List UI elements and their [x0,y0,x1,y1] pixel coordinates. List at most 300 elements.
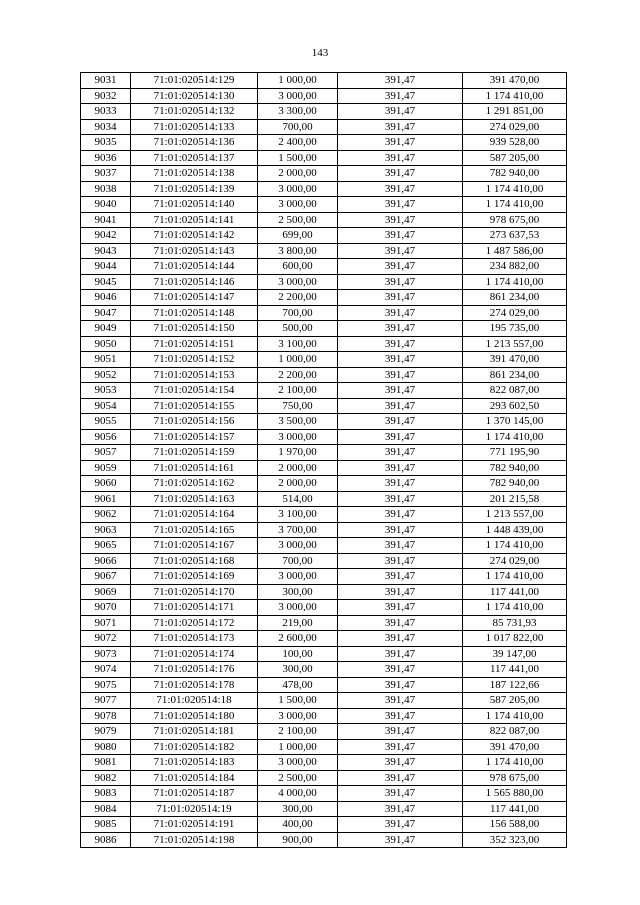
row-number-cell: 9059 [81,460,131,476]
area-cell: 3 000,00 [258,197,338,213]
area-cell: 3 700,00 [258,522,338,538]
row-number-cell: 9086 [81,832,131,848]
value-cell: 391 470,00 [463,352,567,368]
cadastral-number-cell: 71:01:020514:169 [131,569,258,585]
table-row [81,708,567,724]
rate-cell: 391,47 [338,662,463,678]
cadastral-number-cell: 71:01:020514:173 [131,631,258,647]
rate-cell: 391,47 [338,166,463,182]
cadastral-number-cell: 71:01:020514:18 [131,693,258,709]
data-table [80,72,567,848]
cadastral-number-cell: 71:01:020514:159 [131,445,258,461]
area-cell: 2 200,00 [258,290,338,306]
value-cell: 587 205,00 [463,150,567,166]
table-row [81,693,567,709]
area-cell: 300,00 [258,662,338,678]
rate-cell: 391,47 [338,429,463,445]
table-row [81,522,567,538]
table-row [81,212,567,228]
area-cell: 514,00 [258,491,338,507]
table-row [81,150,567,166]
row-number-cell: 9085 [81,817,131,833]
rate-cell: 391,47 [338,414,463,430]
value-cell: 201 215,58 [463,491,567,507]
table-row [81,305,567,321]
cadastral-number-cell: 71:01:020514:155 [131,398,258,414]
cadastral-number-cell: 71:01:020514:152 [131,352,258,368]
value-cell: 274 029,00 [463,305,567,321]
row-number-cell: 9082 [81,770,131,786]
value-cell: 587 205,00 [463,693,567,709]
table-row [81,243,567,259]
area-cell: 3 000,00 [258,755,338,771]
rate-cell: 391,47 [338,212,463,228]
rate-cell: 391,47 [338,770,463,786]
value-cell: 1 213 557,00 [463,336,567,352]
value-cell: 117 441,00 [463,662,567,678]
value-cell: 1 174 410,00 [463,600,567,616]
value-cell: 1 017 822,00 [463,631,567,647]
area-cell: 4 000,00 [258,786,338,802]
value-cell: 1 174 410,00 [463,569,567,585]
rate-cell: 391,47 [338,321,463,337]
row-number-cell: 9069 [81,584,131,600]
table-row [81,476,567,492]
row-number-cell: 9043 [81,243,131,259]
rate-cell: 391,47 [338,507,463,523]
table-row [81,352,567,368]
table-row [81,135,567,151]
cadastral-number-cell: 71:01:020514:172 [131,615,258,631]
cadastral-number-cell: 71:01:020514:156 [131,414,258,430]
value-cell: 939 528,00 [463,135,567,151]
value-cell: 782 940,00 [463,166,567,182]
table-row [81,786,567,802]
table-row [81,801,567,817]
area-cell: 2 000,00 [258,460,338,476]
rate-cell: 391,47 [338,243,463,259]
area-cell: 100,00 [258,646,338,662]
rate-cell: 391,47 [338,631,463,647]
cadastral-number-cell: 71:01:020514:165 [131,522,258,538]
value-cell: 822 087,00 [463,383,567,399]
table-row [81,398,567,414]
rate-cell: 391,47 [338,724,463,740]
row-number-cell: 9054 [81,398,131,414]
table-row [81,274,567,290]
value-cell: 1 174 410,00 [463,88,567,104]
row-number-cell: 9063 [81,522,131,538]
cadastral-number-cell: 71:01:020514:129 [131,73,258,89]
area-cell: 2 500,00 [258,770,338,786]
table-row [81,755,567,771]
rate-cell: 391,47 [338,476,463,492]
value-cell: 234 882,00 [463,259,567,275]
cadastral-number-cell: 71:01:020514:142 [131,228,258,244]
cadastral-number-cell: 71:01:020514:198 [131,832,258,848]
area-cell: 3 000,00 [258,88,338,104]
table-row [81,181,567,197]
table-row [81,569,567,585]
row-number-cell: 9044 [81,259,131,275]
table-row [81,491,567,507]
rate-cell: 391,47 [338,646,463,662]
rate-cell: 391,47 [338,801,463,817]
cadastral-number-cell: 71:01:020514:161 [131,460,258,476]
table-row [81,259,567,275]
table-row [81,321,567,337]
area-cell: 3 000,00 [258,274,338,290]
cadastral-number-cell: 71:01:020514:191 [131,817,258,833]
area-cell: 3 000,00 [258,181,338,197]
rate-cell: 391,47 [338,73,463,89]
area-cell: 1 000,00 [258,73,338,89]
cadastral-number-cell: 71:01:020514:170 [131,584,258,600]
row-number-cell: 9071 [81,615,131,631]
cadastral-number-cell: 71:01:020514:184 [131,770,258,786]
table-row [81,631,567,647]
area-cell: 3 300,00 [258,104,338,120]
row-number-cell: 9040 [81,197,131,213]
row-number-cell: 9055 [81,414,131,430]
area-cell: 300,00 [258,584,338,600]
rate-cell: 391,47 [338,274,463,290]
value-cell: 1 174 410,00 [463,274,567,290]
table-row [81,119,567,135]
cadastral-number-cell: 71:01:020514:141 [131,212,258,228]
table-row [81,553,567,569]
row-number-cell: 9061 [81,491,131,507]
cadastral-number-cell: 71:01:020514:151 [131,336,258,352]
row-number-cell: 9077 [81,693,131,709]
rate-cell: 391,47 [338,336,463,352]
area-cell: 700,00 [258,553,338,569]
area-cell: 2 200,00 [258,367,338,383]
rate-cell: 391,47 [338,352,463,368]
cadastral-number-cell: 71:01:020514:162 [131,476,258,492]
rate-cell: 391,47 [338,569,463,585]
cadastral-number-cell: 71:01:020514:130 [131,88,258,104]
table-row [81,429,567,445]
area-cell: 1 500,00 [258,693,338,709]
rate-cell: 391,47 [338,305,463,321]
row-number-cell: 9031 [81,73,131,89]
value-cell: 274 029,00 [463,553,567,569]
area-cell: 3 000,00 [258,708,338,724]
value-cell: 39 147,00 [463,646,567,662]
area-cell: 2 100,00 [258,383,338,399]
rate-cell: 391,47 [338,755,463,771]
value-cell: 273 637,53 [463,228,567,244]
cadastral-number-cell: 71:01:020514:19 [131,801,258,817]
cadastral-number-cell: 71:01:020514:132 [131,104,258,120]
area-cell: 300,00 [258,801,338,817]
rate-cell: 391,47 [338,228,463,244]
rate-cell: 391,47 [338,786,463,802]
rate-cell: 391,47 [338,460,463,476]
table-row [81,646,567,662]
cadastral-number-cell: 71:01:020514:176 [131,662,258,678]
table-row [81,584,567,600]
row-number-cell: 9060 [81,476,131,492]
rate-cell: 391,47 [338,119,463,135]
area-cell: 600,00 [258,259,338,275]
cadastral-number-cell: 71:01:020514:187 [131,786,258,802]
rate-cell: 391,47 [338,150,463,166]
value-cell: 195 735,00 [463,321,567,337]
table-row [81,166,567,182]
cadastral-number-cell: 71:01:020514:146 [131,274,258,290]
area-cell: 478,00 [258,677,338,693]
row-number-cell: 9053 [81,383,131,399]
rate-cell: 391,47 [338,584,463,600]
cadastral-number-cell: 71:01:020514:143 [131,243,258,259]
rate-cell: 391,47 [338,522,463,538]
table-body [81,73,567,848]
cadastral-number-cell: 71:01:020514:157 [131,429,258,445]
row-number-cell: 9032 [81,88,131,104]
table-row [81,290,567,306]
value-cell: 1 174 410,00 [463,181,567,197]
area-cell: 2 600,00 [258,631,338,647]
area-cell: 2 100,00 [258,724,338,740]
value-cell: 391 470,00 [463,73,567,89]
row-number-cell: 9050 [81,336,131,352]
table-row [81,600,567,616]
value-cell: 1 370 145,00 [463,414,567,430]
table-row [81,88,567,104]
cadastral-number-cell: 71:01:020514:140 [131,197,258,213]
table-row [81,615,567,631]
area-cell: 3 000,00 [258,538,338,554]
cadastral-number-cell: 71:01:020514:136 [131,135,258,151]
row-number-cell: 9037 [81,166,131,182]
rate-cell: 391,47 [338,181,463,197]
value-cell: 85 731,93 [463,615,567,631]
value-cell: 782 940,00 [463,460,567,476]
row-number-cell: 9065 [81,538,131,554]
cadastral-number-cell: 71:01:020514:181 [131,724,258,740]
area-cell: 2 500,00 [258,212,338,228]
value-cell: 1 174 410,00 [463,197,567,213]
cadastral-number-cell: 71:01:020514:182 [131,739,258,755]
row-number-cell: 9047 [81,305,131,321]
cadastral-number-cell: 71:01:020514:137 [131,150,258,166]
rate-cell: 391,47 [338,259,463,275]
value-cell: 117 441,00 [463,801,567,817]
rate-cell: 391,47 [338,832,463,848]
cadastral-number-cell: 71:01:020514:174 [131,646,258,662]
rate-cell: 391,47 [338,538,463,554]
cadastral-number-cell: 71:01:020514:167 [131,538,258,554]
rate-cell: 391,47 [338,693,463,709]
value-cell: 1 448 439,00 [463,522,567,538]
table-row [81,197,567,213]
cadastral-number-cell: 71:01:020514:164 [131,507,258,523]
value-cell: 771 195,90 [463,445,567,461]
area-cell: 3 100,00 [258,336,338,352]
rate-cell: 391,47 [338,104,463,120]
table-row [81,677,567,693]
value-cell: 782 940,00 [463,476,567,492]
rate-cell: 391,47 [338,817,463,833]
rate-cell: 391,47 [338,398,463,414]
row-number-cell: 9045 [81,274,131,290]
area-cell: 700,00 [258,305,338,321]
row-number-cell: 9046 [81,290,131,306]
table-row [81,770,567,786]
area-cell: 3 500,00 [258,414,338,430]
rate-cell: 391,47 [338,677,463,693]
row-number-cell: 9080 [81,739,131,755]
value-cell: 1 565 880,00 [463,786,567,802]
table-row [81,383,567,399]
area-cell: 1 000,00 [258,739,338,755]
row-number-cell: 9052 [81,367,131,383]
row-number-cell: 9056 [81,429,131,445]
row-number-cell: 9036 [81,150,131,166]
area-cell: 400,00 [258,817,338,833]
value-cell: 1 174 410,00 [463,538,567,554]
row-number-cell: 9083 [81,786,131,802]
cadastral-number-cell: 71:01:020514:133 [131,119,258,135]
cadastral-number-cell: 71:01:020514:153 [131,367,258,383]
value-cell: 978 675,00 [463,770,567,786]
rate-cell: 391,47 [338,600,463,616]
cadastral-number-cell: 71:01:020514:180 [131,708,258,724]
value-cell: 293 602,50 [463,398,567,414]
table-row [81,414,567,430]
rate-cell: 391,47 [338,553,463,569]
row-number-cell: 9062 [81,507,131,523]
area-cell: 2 400,00 [258,135,338,151]
table-row [81,662,567,678]
row-number-cell: 9078 [81,708,131,724]
table-row [81,367,567,383]
cadastral-number-cell: 71:01:020514:178 [131,677,258,693]
area-cell: 500,00 [258,321,338,337]
cadastral-number-cell: 71:01:020514:183 [131,755,258,771]
row-number-cell: 9081 [81,755,131,771]
row-number-cell: 9073 [81,646,131,662]
area-cell: 700,00 [258,119,338,135]
row-number-cell: 9075 [81,677,131,693]
area-cell: 1 000,00 [258,352,338,368]
rate-cell: 391,47 [338,615,463,631]
area-cell: 1 970,00 [258,445,338,461]
area-cell: 2 000,00 [258,476,338,492]
table-row [81,739,567,755]
cadastral-number-cell: 71:01:020514:144 [131,259,258,275]
value-cell: 1 174 410,00 [463,429,567,445]
rate-cell: 391,47 [338,135,463,151]
table-row [81,724,567,740]
row-number-cell: 9067 [81,569,131,585]
rate-cell: 391,47 [338,197,463,213]
cadastral-number-cell: 71:01:020514:138 [131,166,258,182]
value-cell: 1 291 851,00 [463,104,567,120]
value-cell: 187 122,66 [463,677,567,693]
value-cell: 156 588,00 [463,817,567,833]
area-cell: 219,00 [258,615,338,631]
rate-cell: 391,47 [338,367,463,383]
area-cell: 3 800,00 [258,243,338,259]
area-cell: 3 100,00 [258,507,338,523]
table-row [81,460,567,476]
table-row [81,507,567,523]
value-cell: 822 087,00 [463,724,567,740]
row-number-cell: 9051 [81,352,131,368]
row-number-cell: 9035 [81,135,131,151]
row-number-cell: 9070 [81,600,131,616]
value-cell: 1 174 410,00 [463,755,567,771]
table-row [81,228,567,244]
row-number-cell: 9074 [81,662,131,678]
table-row [81,538,567,554]
value-cell: 861 234,00 [463,367,567,383]
row-number-cell: 9072 [81,631,131,647]
table-row [81,104,567,120]
rate-cell: 391,47 [338,739,463,755]
rate-cell: 391,47 [338,290,463,306]
row-number-cell: 9049 [81,321,131,337]
value-cell: 1 487 586,00 [463,243,567,259]
cadastral-number-cell: 71:01:020514:168 [131,553,258,569]
row-number-cell: 9057 [81,445,131,461]
row-number-cell: 9042 [81,228,131,244]
area-cell: 3 000,00 [258,569,338,585]
area-cell: 900,00 [258,832,338,848]
rate-cell: 391,47 [338,88,463,104]
page-number: 143 [311,47,329,59]
value-cell: 391 470,00 [463,739,567,755]
area-cell: 3 000,00 [258,429,338,445]
row-number-cell: 9034 [81,119,131,135]
row-number-cell: 9033 [81,104,131,120]
row-number-cell: 9079 [81,724,131,740]
value-cell: 861 234,00 [463,290,567,306]
value-cell: 1 213 557,00 [463,507,567,523]
cadastral-number-cell: 71:01:020514:163 [131,491,258,507]
rate-cell: 391,47 [338,708,463,724]
value-cell: 274 029,00 [463,119,567,135]
cadastral-number-cell: 71:01:020514:171 [131,600,258,616]
value-cell: 1 174 410,00 [463,708,567,724]
rate-cell: 391,47 [338,491,463,507]
rate-cell: 391,47 [338,383,463,399]
cadastral-number-cell: 71:01:020514:150 [131,321,258,337]
row-number-cell: 9041 [81,212,131,228]
area-cell: 750,00 [258,398,338,414]
value-cell: 978 675,00 [463,212,567,228]
cadastral-number-cell: 71:01:020514:154 [131,383,258,399]
table-row [81,445,567,461]
area-cell: 699,00 [258,228,338,244]
area-cell: 2 000,00 [258,166,338,182]
table-row [81,336,567,352]
cadastral-number-cell: 71:01:020514:147 [131,290,258,306]
table-row [81,73,567,89]
cadastral-number-cell: 71:01:020514:148 [131,305,258,321]
rate-cell: 391,47 [338,445,463,461]
row-number-cell: 9066 [81,553,131,569]
area-cell: 1 500,00 [258,150,338,166]
cadastral-number-cell: 71:01:020514:139 [131,181,258,197]
table-row [81,817,567,833]
value-cell: 117 441,00 [463,584,567,600]
area-cell: 3 000,00 [258,600,338,616]
table-row [81,832,567,848]
